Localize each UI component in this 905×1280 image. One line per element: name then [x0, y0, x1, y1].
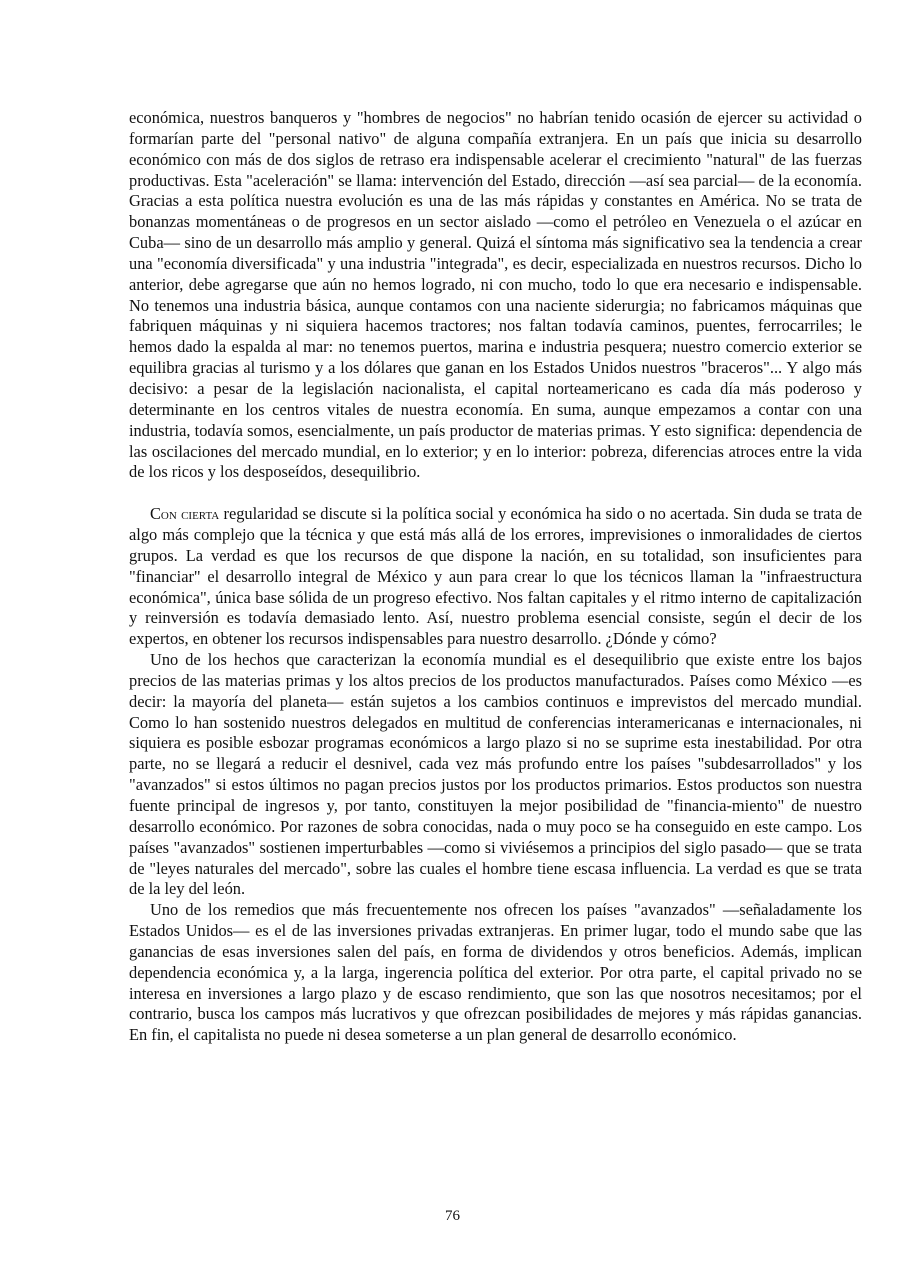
document-body — [129, 108, 862, 1046]
small-caps-lead: Con cierta — [150, 504, 220, 524]
paragraph: Uno de los remedios que más frecuentemente nos ofrecen los países "avanzados" —señaladamente los Estados Unidos— es el de las inversiones privadas extranjeras. En primer lugar, todo el mundo sabe que las ganancias de esas inversiones salen del país, en forma de dividendos y otros beneficios. Además, implican dependencia económica y, a la larga, ingerencia política del exterior. Por otra parte, el capital privado no se interesa en inversiones a largo plazo y de escaso rendimiento, que son las que nosotros necesitamos; por el contrario, busca los campos más lucrativos y que ofrezcan posibilidades de mejores y más rápidas ganancias. En fin, el capitalista no puede ni desea someterse a un plan general de desarrollo económico. — [129, 900, 862, 1045]
section-paragraph — [129, 504, 862, 650]
paragraph-text: regularidad se discute si la política social y económica ha sido o no acertada. Sin duda se trata de algo más complejo que la técnica y que está más allá de los errores, imprevisiones o inmoralidades de ciertos grupos. La verdad es que los recursos de que dispone la nación, en su totalidad, son insuficientes para "financiar" el desarrollo integral de México y aun para crear lo que los técnicos llaman la "infraestructura económica", única base sólida de un progreso efectivo. Nos faltan capitales y el ritmo interno de capitalización y reinversión es todavía demasiado lento. Así, nuestro problema esencial consiste, según el decir de los expertos, en obtener los recursos indispensables para nuestro desarrollo. ¿Dónde y cómo? — [129, 504, 862, 649]
page-number: 76 — [445, 1208, 460, 1224]
paragraph: económica, nuestros banqueros y "hombres de negocios" no habrían tenido ocasión de ejercer su actividad o formarían parte del "personal nativo" de alguna compañía extranjera. En un país que inicia su desarrollo económico con más de dos siglos de retraso era indispensable acelerar el crecimiento "natural" de las fuerzas productivas. Esta "aceleración" se llama: intervención del Estado, dirección —así sea parcial— de la economía. Gracias a esta política nuestra evolución es una de las más rápidas y constantes en América. No se trata de bonanzas momentáneas o de progresos en un sector aislado —como el petróleo en Venezuela o el azúcar en Cuba— sino de un desarrollo más amplio y general. Quizá el síntoma más significativo sea la tendencia a crear una "economía diversificada" y una industria "integrada", es decir, especializada en nuestros recursos. Dicho lo anterior, debe agregarse que aún no hemos logrado, ni con mucho, todo lo que era necesario e indispensable. No tenemos una industria básica, aunque contamos con una naciente siderurgia; no fabricamos máquinas que fabriquen máquinas y ni siquiera hacemos tractores; nos faltan todavía caminos, puentes, ferrocarriles; le hemos dado la espalda al mar: no tenemos puertos, marina e industria pesquera; nuestro comercio exterior se equilibra gracias al turismo y a los dólares que ganan en los Estados Unidos nuestros "braceros"... Y algo más decisivo: a pesar de la legislación nacionalista, el capital norteamericano es cada día más poderoso y determinante en los centros vitales de nuestra economía. En suma, aunque empezamos a contar con una industria, todavía somos, esencialmente, un país productor de materias primas. Y esto significa: dependencia de las oscilaciones del mercado mundial, en lo exterior; y en lo interior: pobreza, diferencias atroces entre la vida de los ricos y los desposeídos, desequilibrio. — [129, 108, 862, 482]
paragraph: Uno de los hechos que caracterizan la economía mundial es el desequilibrio que existe entre los bajos precios de las materias primas y los altos precios de los productos manufacturados. Países como México —es decir: la mayoría del planeta— están sujetos a los cambios continuos e imprevistos del mercado mundial. Como lo han sostenido nuestros delegados en multitud de conferencias interamericanas e internacionales, ni siquiera es posible esbozar programas económicos a largo plazo si no se suprime esta inestabilidad. Por otra parte, no se llegará a reducir el desnivel, cada vez más profundo entre los países "subdesarrollados" y los "avanzados" si estos últimos no pagan precios justos por los productos primarios. Estos productos son nuestra fuente principal de ingresos y, por tanto, constituyen la mejor posibilidad de "financia-miento" de nuestro desarrollo económico. Por razones de sobra conocidas, nada o muy poco se ha conseguido en este campo. Los países "avanzados" sostienen imperturbables —como si viviésemos a principios del siglo pasado— que se trata de "leyes naturales del mercado", sobre las cuales el hombre tiene escasa influencia. La verdad es que se trata de la ley del león. — [129, 650, 862, 899]
